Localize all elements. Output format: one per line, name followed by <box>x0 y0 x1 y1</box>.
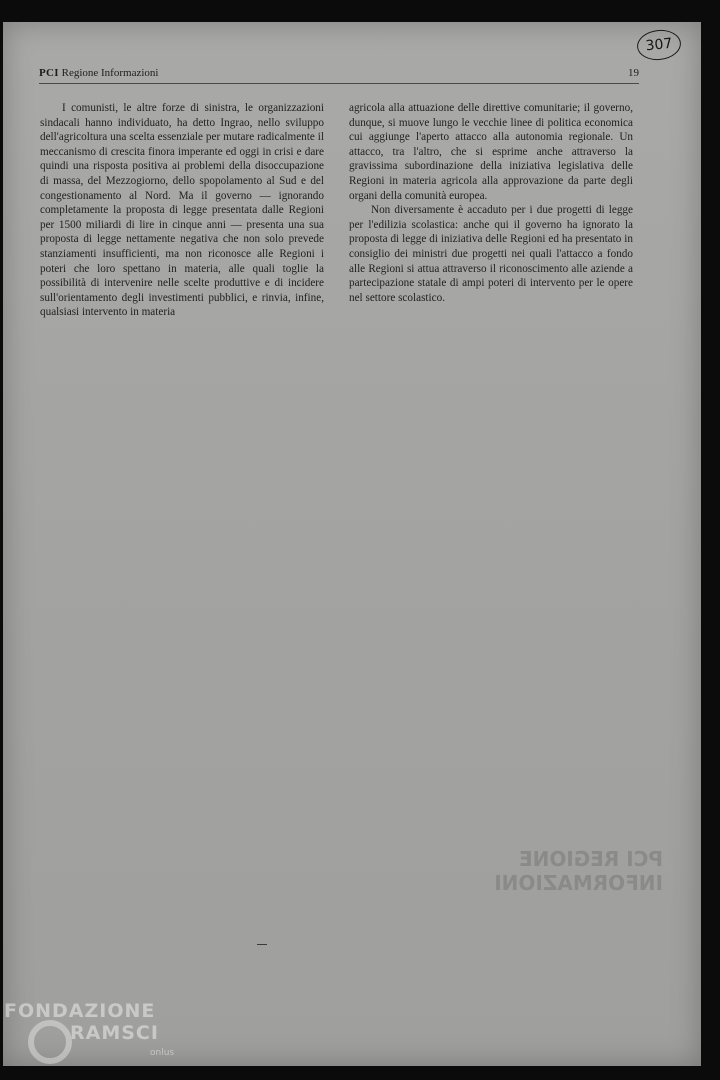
text-column-left <box>40 101 324 320</box>
paragraph: agricola alla attuazione delle direttive comunitarie; il governo, dunque, si muove lungo le vecchie linee di politica economica cui aggiunge l'aperto attacco alla autonomia regionale. Un attacco, tra l'altro, che si esprime anche attraverso la gravissima subordinazione della iniziativa legislativa delle Regioni in materia agricola alla approvazione da parte degli organi della comunità europea. <box>349 102 633 202</box>
running-header <box>39 67 639 84</box>
publication-name: Regione Informazioni <box>61 67 159 79</box>
show-through-text: PCI REGIONE INFORMAZIONI <box>494 847 663 895</box>
watermark-line1: FONDAZIONE <box>4 1000 156 1022</box>
paragraph: Non diversamente è accaduto per i due progetti di legge per l'edilizia scolastica: anche qui il governo ha ignorato la proposta di legge di iniziativa delle Regioni ed ha presentato in consiglio dei ministri due progetti nei quali l'attacco a fondo alle Regioni si attua attraverso il riconoscimento alle aziende a partecipazione statale di ampi poteri di intervento per le opere nel settore scolastico. <box>349 204 633 304</box>
scanned-page <box>3 22 701 1066</box>
text-column-right <box>349 101 633 305</box>
watermark-line2: RAMSCI <box>70 1022 159 1044</box>
paragraph: I comunisti, le altre forze di sinistra, le organizzazioni sindacali hanno individuato, ha detto Ingrao, nello sviluppo dell'agricoltura una scelta essenziale per mutare radicalmente il meccanismo di crescita finora imperante ed oggi in crisi e dare quindi una risposta positiva ai problemi della disoccupazione di massa, del Mezzogiorno, dello spopolamento al Sud e del congestionamento al Nord. Ma il governo — ignorando completamente la proposta di legge presentata dalle Regioni per 1500 miliardi di lire in cinque anni — presenta una sua proposta di legge nettamente negativa che non solo prevede stanziamenti insufficienti, ma non riconosce alle Regioni i poteri che loro spettano in materia, alle quali toglie la possibilità di intervenire nelle scelte produttive e di incidere sull'orientamento degli investimenti pubblici, e rinvia, infine, qualsiasi intervento in materia <box>40 102 324 319</box>
archive-number-stamp: 307 <box>636 28 683 62</box>
watermark-line3: onlus <box>150 1048 175 1058</box>
stray-mark <box>257 944 267 945</box>
fondazione-gramsci-watermark <box>4 1000 204 1075</box>
g-logo-icon <box>28 1020 72 1064</box>
publication-abbr: PCI <box>39 67 59 79</box>
publication-title <box>39 67 158 79</box>
page-number: 19 <box>628 67 639 79</box>
